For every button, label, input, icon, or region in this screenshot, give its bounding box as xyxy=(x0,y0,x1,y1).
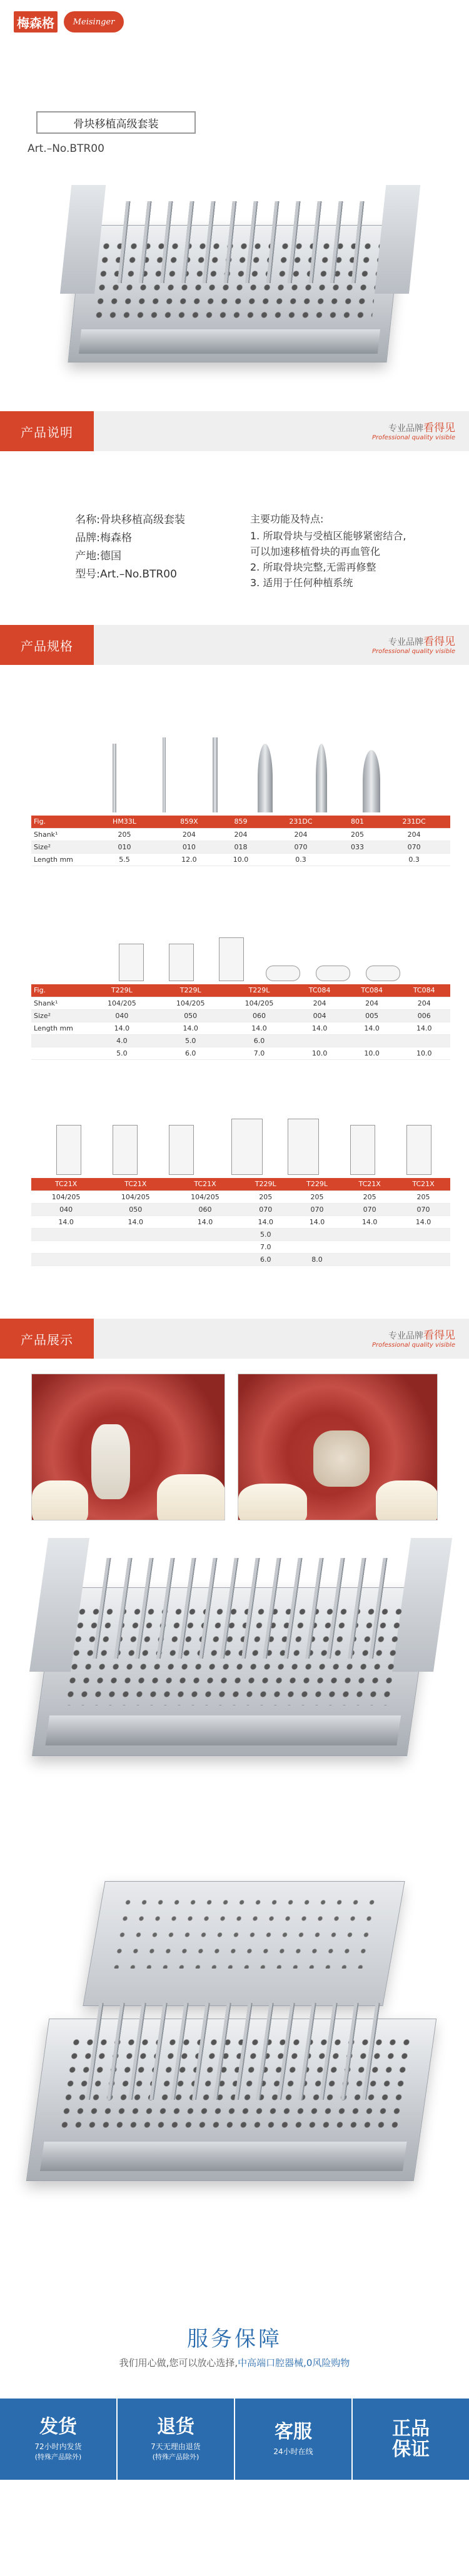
table-cell xyxy=(101,1253,170,1266)
product-info-list: 名称: 骨块移植高级套装 品牌: 梅森格 产地: 德国 型号: Art.–No.BTR00 xyxy=(75,514,185,581)
table-cell: 040 xyxy=(31,1203,101,1216)
table-cell: 060 xyxy=(225,1009,294,1022)
table-cell xyxy=(396,1241,450,1253)
table-cell: TC21X xyxy=(31,1178,101,1191)
spec-table-2 xyxy=(31,984,450,1060)
bur-illustrations-3 xyxy=(31,1100,450,1175)
table-cell: 14.0 xyxy=(293,1022,346,1034)
table-cell: 14.0 xyxy=(291,1216,343,1228)
brand-logos xyxy=(14,11,124,32)
article-number: Art.–No.BTR00 xyxy=(28,142,104,155)
table-cell: 204 xyxy=(265,828,337,841)
table-cell: 040 xyxy=(88,1009,156,1022)
service-badge-genuine: 正品 保证 xyxy=(353,2399,469,2480)
table-row xyxy=(31,1022,450,1034)
table-cell: 14.0 xyxy=(170,1216,240,1228)
section-header-display xyxy=(0,1319,469,1359)
table-cell: 859X xyxy=(161,816,217,828)
table-cell xyxy=(291,1241,343,1253)
product-title: 骨块移植高级套装 xyxy=(36,111,196,134)
product-tray-lid-image xyxy=(83,1881,405,2006)
table-cell: 070 xyxy=(396,1203,450,1216)
table-cell xyxy=(343,1228,396,1241)
row-label: Length mm xyxy=(31,1022,88,1034)
table-row xyxy=(31,1047,450,1059)
table-row xyxy=(31,841,450,853)
table-cell: 205 xyxy=(396,1191,450,1203)
table-cell xyxy=(396,1253,450,1266)
row-label: Size² xyxy=(31,841,88,853)
table-row xyxy=(31,1253,450,1266)
table-cell: 104/205 xyxy=(31,1191,101,1203)
table-cell: 070 xyxy=(240,1203,291,1216)
spec-table-1 xyxy=(31,816,450,866)
section-title: 产品说明 xyxy=(0,411,94,451)
table-cell xyxy=(291,1228,343,1241)
table-row xyxy=(31,997,450,1009)
brand-slogan: 专业品牌看得见 Professional quality visible xyxy=(371,1329,455,1349)
table-cell: 104/205 xyxy=(156,997,225,1009)
clinical-photo-2 xyxy=(238,1374,438,1520)
table-row xyxy=(31,828,450,841)
section-title: 产品规格 xyxy=(0,625,94,665)
table-cell: 010 xyxy=(161,841,217,853)
table-cell: TC21X xyxy=(170,1178,240,1191)
product-features: 主要功能及特点: 1. 所取骨块与受植区能够紧密结合, 可以加速移植骨块的再血管化 2. 所取骨块完整,无需再修整 3. 适用于任何种植系统 xyxy=(250,513,406,589)
table-row xyxy=(31,1034,450,1047)
table-cell: 004 xyxy=(293,1009,346,1022)
table-cell: 204 xyxy=(346,997,398,1009)
table-cell: 033 xyxy=(337,841,378,853)
table-cell: 6.0 xyxy=(225,1034,294,1047)
table-cell: 0.3 xyxy=(378,853,450,866)
table-cell xyxy=(293,1034,346,1047)
clinical-photo-1 xyxy=(31,1374,225,1520)
table-cell: T229L xyxy=(225,984,294,997)
table-cell: 14.0 xyxy=(225,1022,294,1034)
table-cell xyxy=(31,1253,101,1266)
hero-tray-image xyxy=(68,225,401,362)
table-cell: 104/205 xyxy=(101,1191,170,1203)
table-cell: 204 xyxy=(161,828,217,841)
table-cell: HM33L xyxy=(88,816,161,828)
table-cell xyxy=(170,1241,240,1253)
table-cell: T229L xyxy=(156,984,225,997)
table-cell: 070 xyxy=(291,1203,343,1216)
table-cell: 104/205 xyxy=(225,997,294,1009)
table-cell: 005 xyxy=(346,1009,398,1022)
table-cell: 8.0 xyxy=(291,1253,343,1266)
table-header-row xyxy=(31,984,450,997)
table-cell: 10.0 xyxy=(346,1047,398,1059)
table-cell: 14.0 xyxy=(346,1022,398,1034)
table-cell: 5.0 xyxy=(156,1034,225,1047)
table-cell: 6.0 xyxy=(156,1047,225,1059)
table-cell: 10.0 xyxy=(293,1047,346,1059)
section-header-info xyxy=(0,411,469,451)
row-label: Fig. xyxy=(31,816,88,828)
service-subtitle: 我们用心做,您可以放心选择,中高端口腔器械,0风险购物 xyxy=(119,2357,350,2369)
table-cell: 5.0 xyxy=(240,1228,291,1241)
table-row xyxy=(31,1228,450,1241)
table-cell: 14.0 xyxy=(31,1216,101,1228)
table-cell: 4.0 xyxy=(88,1034,156,1047)
table-cell: 14.0 xyxy=(396,1216,450,1228)
table-cell: 12.0 xyxy=(161,853,217,866)
table-cell: T229L xyxy=(291,1178,343,1191)
table-cell: 006 xyxy=(398,1009,450,1022)
table-cell: 018 xyxy=(217,841,265,853)
table-cell: T229L xyxy=(88,984,156,997)
table-cell: 859 xyxy=(217,816,265,828)
table-cell xyxy=(101,1241,170,1253)
table-cell: 5.0 xyxy=(88,1047,156,1059)
table-cell: 050 xyxy=(101,1203,170,1216)
logo-en: Meisinger xyxy=(64,11,124,32)
table-cell: 14.0 xyxy=(156,1022,225,1034)
table-cell: 0.3 xyxy=(265,853,337,866)
table-cell xyxy=(337,853,378,866)
table-cell: 070 xyxy=(343,1203,396,1216)
table-cell: 204 xyxy=(293,997,346,1009)
table-cell: 14.0 xyxy=(101,1216,170,1228)
table-cell: 14.0 xyxy=(240,1216,291,1228)
bur-illustrations-1 xyxy=(94,719,456,812)
row-label: Size² xyxy=(31,1009,88,1022)
service-badge-shipping: 发货 72小时内发货 (特殊产品除外) xyxy=(0,2399,118,2480)
table-cell: 7.0 xyxy=(240,1241,291,1253)
table-cell xyxy=(396,1228,450,1241)
table-cell: 231DC xyxy=(378,816,450,828)
table-cell: 14.0 xyxy=(343,1216,396,1228)
table-cell: 204 xyxy=(398,997,450,1009)
table-cell: 070 xyxy=(265,841,337,853)
table-cell: 050 xyxy=(156,1009,225,1022)
table-cell: 205 xyxy=(291,1191,343,1203)
logo-cn: 梅森格 xyxy=(14,11,58,32)
table-cell xyxy=(31,1241,101,1253)
table-row xyxy=(31,1191,450,1203)
section-title: 产品展示 xyxy=(0,1319,94,1359)
table-cell: 7.0 xyxy=(225,1047,294,1059)
row-label xyxy=(31,1047,88,1059)
spec-table-3 xyxy=(31,1178,450,1266)
product-tray-image-1 xyxy=(32,1587,431,1756)
table-cell: 010 xyxy=(88,841,161,853)
table-cell: TC21X xyxy=(101,1178,170,1191)
bur-illustrations-2 xyxy=(94,906,456,981)
table-cell xyxy=(31,1228,101,1241)
table-cell: 204 xyxy=(217,828,265,841)
table-cell: TC21X xyxy=(396,1178,450,1191)
table-cell: 204 xyxy=(378,828,450,841)
row-label: Fig. xyxy=(31,984,88,997)
table-cell: TC084 xyxy=(346,984,398,997)
table-row xyxy=(31,1203,450,1216)
section-header-spec xyxy=(0,625,469,665)
table-cell xyxy=(343,1241,396,1253)
table-row xyxy=(31,1216,450,1228)
table-cell xyxy=(101,1228,170,1241)
table-cell: 070 xyxy=(378,841,450,853)
table-cell: 231DC xyxy=(265,816,337,828)
product-tray-image-2 xyxy=(26,2019,437,2181)
table-cell: 104/205 xyxy=(88,997,156,1009)
service-badge-returns: 退货 7天无理由退货 (特殊产品除外) xyxy=(118,2399,235,2480)
table-cell: 14.0 xyxy=(398,1022,450,1034)
table-cell: 14.0 xyxy=(88,1022,156,1034)
row-label: Shank¹ xyxy=(31,997,88,1009)
table-cell: 205 xyxy=(343,1191,396,1203)
table-cell: 10.0 xyxy=(398,1047,450,1059)
service-badges xyxy=(0,2399,469,2480)
table-row xyxy=(31,1241,450,1253)
row-label xyxy=(31,1034,88,1047)
table-cell: 205 xyxy=(337,828,378,841)
table-cell: 801 xyxy=(337,816,378,828)
table-cell: 205 xyxy=(88,828,161,841)
service-title: 服务保障 xyxy=(187,2327,282,2352)
table-cell xyxy=(170,1228,240,1241)
table-cell xyxy=(343,1253,396,1266)
table-cell: 205 xyxy=(240,1191,291,1203)
table-cell: 060 xyxy=(170,1203,240,1216)
table-header-row xyxy=(31,816,450,828)
table-cell: 6.0 xyxy=(240,1253,291,1266)
table-cell: 10.0 xyxy=(217,853,265,866)
table-row xyxy=(31,1009,450,1022)
row-label: Shank¹ xyxy=(31,828,88,841)
table-cell xyxy=(346,1034,398,1047)
table-cell xyxy=(170,1253,240,1266)
table-cell: T229L xyxy=(240,1178,291,1191)
service-badge-support: 客服 24小时在线 xyxy=(235,2399,353,2480)
table-cell xyxy=(398,1034,450,1047)
brand-slogan: 专业品牌看得见 Professional quality visible xyxy=(371,422,455,441)
table-cell: 104/205 xyxy=(170,1191,240,1203)
table-header-row xyxy=(31,1178,450,1191)
row-label: Length mm xyxy=(31,853,88,866)
table-cell: TC084 xyxy=(398,984,450,997)
table-cell: 5.5 xyxy=(88,853,161,866)
table-row xyxy=(31,853,450,866)
brand-slogan: 专业品牌看得见 Professional quality visible xyxy=(371,636,455,655)
table-cell: TC084 xyxy=(293,984,346,997)
table-cell: TC21X xyxy=(343,1178,396,1191)
